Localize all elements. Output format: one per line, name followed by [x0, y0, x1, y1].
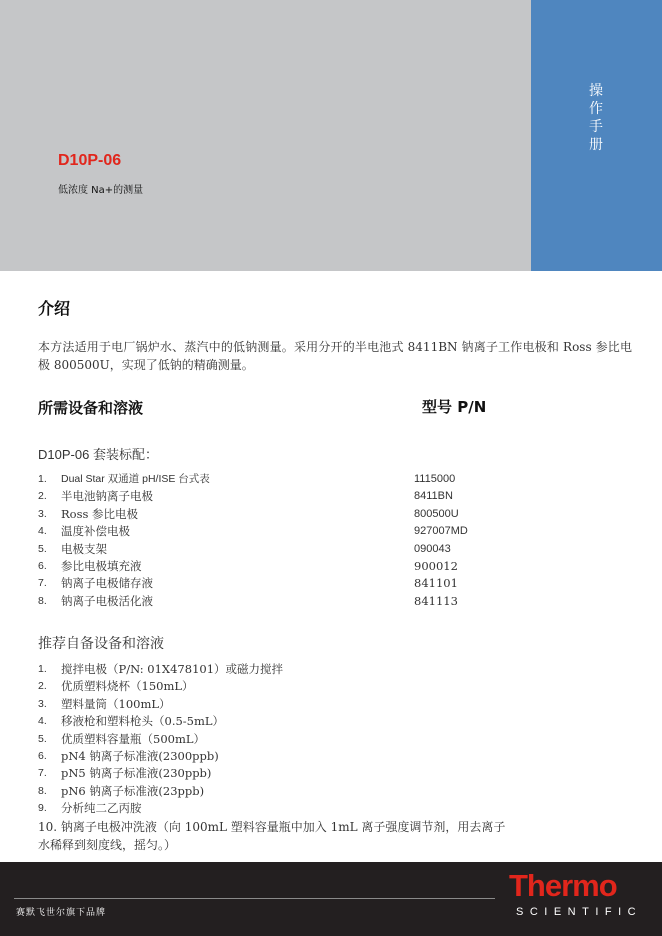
item-number: 2.: [38, 490, 47, 503]
item-number: 6.: [38, 749, 47, 762]
document-subtitle: 低浓度 Na+的测量: [58, 185, 144, 196]
item-part-number: 841113: [414, 593, 458, 608]
item-name: 塑料量筒（100mL）: [61, 696, 171, 711]
intro-paragraph: 本方法适用于电厂锅炉水、蒸汽中的低钠测量。采用分开的半电池式 8411BN 钠离子工作电极和 Ross 参比电极 800500U，实现了低钠的精确测量。: [38, 340, 632, 372]
kit-title: [38, 444, 158, 463]
item-name: Dual Star 双通道 pH/ISE 台式表: [61, 473, 210, 485]
item-name: 参比电极填充液: [61, 558, 142, 573]
item-name: 优质塑料容量瓶（500mL）: [61, 731, 205, 746]
item-name: 半电池钠离子电极: [61, 489, 153, 504]
item-number: 8.: [38, 594, 47, 607]
thermo-logo: Thermo: [509, 868, 617, 903]
item-number: 3.: [38, 507, 47, 520]
kit-title-code: D10P-06: [38, 447, 90, 462]
item-part-number: 927007MD: [414, 525, 468, 538]
intro-heading: 介绍: [38, 299, 71, 318]
item-part-number: 841101: [414, 576, 458, 591]
item-name: 钠离子电极储存液: [61, 576, 153, 591]
item-number: 3.: [38, 697, 47, 710]
part-number-heading: 型号 P/N: [422, 398, 487, 416]
item-name: 分析纯二乙丙胺: [61, 801, 142, 816]
document-code: D10P-06: [58, 152, 122, 169]
item-number: 4.: [38, 715, 47, 728]
header-band: [0, 0, 531, 271]
item-number: 6.: [38, 559, 47, 572]
item-part-number: 090043: [414, 542, 451, 555]
item-part-number: 1115000: [414, 473, 456, 485]
item-name: 温度补偿电极: [61, 524, 130, 539]
item-number: 7.: [38, 577, 47, 590]
item-part-number: 8411BN: [414, 490, 453, 503]
item-name: pN6 钠离子标准液(23ppb): [61, 783, 205, 798]
recommended-heading: 推荐自备设备和溶液: [38, 636, 164, 652]
item-part-number: 800500U: [414, 507, 459, 520]
item-name: 电极支架: [61, 541, 107, 556]
item-name: 钠离子电极活化液: [61, 593, 153, 608]
item-name: 搅拌电极（P/N: 01X478101）或磁力搅拌: [61, 662, 284, 676]
recommended-item-10: 10. 钠离子电极冲洗液（向 100mL 塑料容量瓶中加入 1mL 离子强度调节剂，用去离子水稀释到刻度线，摇匀。）: [38, 820, 506, 852]
item-number: 1.: [38, 663, 47, 675]
item-number: 7.: [38, 767, 47, 780]
item-number: 5.: [38, 732, 47, 745]
item-name: pN4 钠离子标准液(2300ppb): [61, 748, 219, 763]
scientific-logo-text: SCIENTIFIC: [516, 906, 643, 918]
manual-label: 操作手册: [589, 83, 603, 153]
footer-tagline: 赛默飞世尔旗下品牌: [16, 908, 107, 918]
kit-title-text: 套装标配：: [92, 448, 158, 463]
item-number: 2.: [38, 680, 47, 693]
item-number: 9.: [38, 802, 47, 815]
item-number: 1.: [38, 473, 47, 485]
item-name: 移液枪和塑料枪头（0.5-5mL）: [61, 714, 225, 729]
item-number: 5.: [38, 542, 47, 555]
item-name: 优质塑料烧杯（150mL）: [61, 679, 194, 694]
item-name: Ross 参比电极: [61, 506, 139, 521]
item-name: pN5 钠离子标准液(230ppb): [61, 766, 212, 781]
item-number: 4.: [38, 525, 47, 538]
footer-divider: [14, 898, 495, 899]
item-number: 8.: [38, 784, 47, 797]
item-part-number: 900012: [414, 558, 458, 573]
equipment-heading: 所需设备和溶液: [38, 399, 144, 417]
